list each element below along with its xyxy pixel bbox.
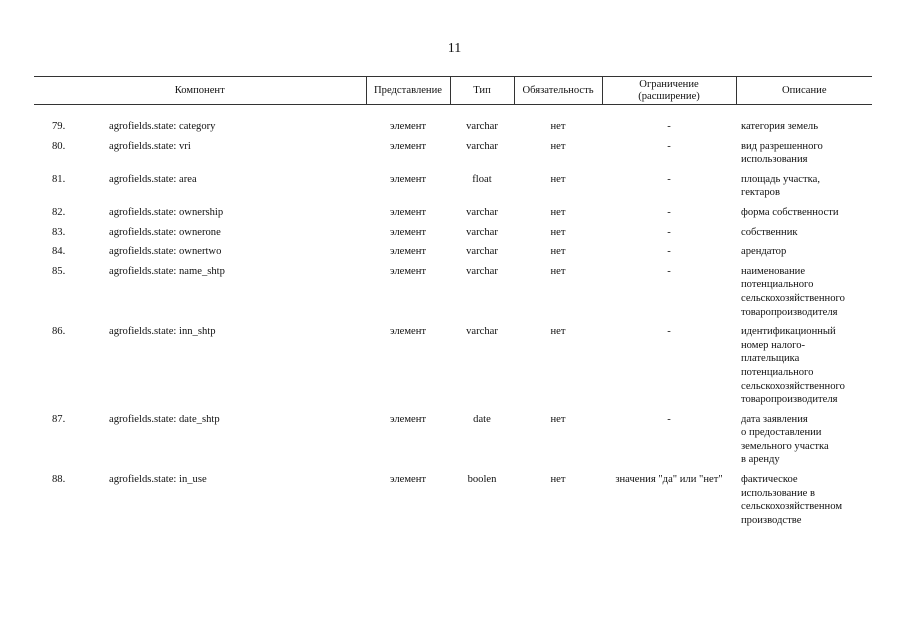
header-representation: Представление [366, 77, 450, 105]
row-mandatory: нет [550, 173, 566, 185]
row-number: 79. [52, 121, 66, 132]
row-type: varchar [466, 121, 498, 132]
component-cell [34, 226, 366, 246]
row-component: agrofields.state: ownertwo [109, 246, 222, 258]
row-representation: элемент [389, 246, 427, 258]
table-row [34, 265, 872, 325]
header-mandatory: Обязательность [514, 77, 602, 105]
component-cell [34, 473, 366, 533]
row-component: agrofields.state: inn_shtp [109, 326, 216, 338]
row-number: 87. [52, 413, 66, 425]
row-type: varchar [466, 246, 498, 258]
row-description: арендатор [741, 246, 787, 258]
component-cell [34, 206, 366, 226]
component-cell [34, 105, 366, 140]
header-description: Описание [736, 77, 872, 105]
row-type: varchar [466, 140, 498, 152]
row-mandatory: нет [550, 246, 566, 258]
row-constraint: значения "да" или "нет" [615, 474, 723, 486]
header-constraint-line2: (расширение) [638, 90, 700, 102]
component-cell [34, 325, 366, 413]
table-row [34, 140, 872, 173]
row-description: наименование потенциального сельскохозяйственного товаропроизводителя [741, 265, 845, 318]
row-type: boolen [467, 474, 497, 486]
row-constraint: - [667, 246, 671, 258]
row-mandatory: нет [550, 206, 566, 218]
row-type: varchar [466, 265, 498, 277]
row-mandatory: нет [550, 326, 566, 338]
row-constraint: - [667, 265, 671, 277]
row-mandatory: нет [550, 413, 566, 425]
table-row [34, 226, 872, 246]
row-representation: элемент [389, 265, 427, 277]
row-constraint: - [667, 140, 671, 152]
row-description: форма собственности [741, 206, 839, 218]
row-number: 82. [52, 206, 66, 218]
row-description: фактическое использование в сельскохозяйственном производстве [741, 474, 843, 526]
row-description: дата заявления о предоставлении земельного участка в аренду [741, 413, 829, 466]
row-component: agrofields.state: name_shtp [109, 265, 225, 277]
row-type: varchar [466, 206, 498, 218]
row-representation: элемент [389, 206, 427, 218]
row-component: agrofields.state: in_use [109, 474, 207, 486]
row-constraint: - [667, 326, 671, 338]
component-cell [34, 413, 366, 473]
row-type: date [473, 413, 491, 425]
row-description: вид разрешенного использования [741, 140, 823, 166]
component-cell [34, 140, 366, 173]
table-row [34, 473, 872, 533]
row-constraint: - [667, 413, 671, 425]
row-constraint: - [667, 173, 671, 185]
table-row [34, 105, 872, 140]
component-cell [34, 245, 366, 265]
components-table [34, 76, 872, 533]
row-description: категория земель [741, 121, 819, 132]
row-component: agrofields.state: area [109, 173, 197, 185]
row-description: собственник [741, 226, 798, 238]
row-number: 83. [52, 226, 66, 238]
row-number: 81. [52, 173, 66, 185]
row-description: идентификационный номер налого- плательщика потенциального сельскохозяйственного товаропроизводителя [741, 326, 845, 406]
row-type: varchar [466, 326, 498, 338]
table-row [34, 206, 872, 226]
row-constraint: - [667, 121, 671, 132]
row-mandatory: нет [550, 121, 566, 132]
row-number: 85. [52, 265, 66, 277]
row-number: 84. [52, 246, 66, 258]
page-number: 11 [447, 41, 462, 56]
row-type: float [472, 173, 492, 185]
row-mandatory: нет [550, 226, 566, 238]
row-component: agrofields.state: ownership [109, 206, 224, 218]
row-component: agrofields.state: category [109, 121, 216, 132]
row-constraint: - [667, 226, 671, 238]
row-representation: элемент [389, 140, 427, 152]
row-representation: элемент [389, 121, 427, 132]
row-representation: элемент [389, 173, 427, 185]
component-cell [34, 265, 366, 325]
row-description: площадь участка, гектаров [741, 173, 820, 199]
table-row [34, 325, 872, 413]
header-component: Компонент [34, 77, 366, 105]
row-representation: элемент [389, 474, 427, 486]
row-constraint: - [667, 206, 671, 218]
component-cell [34, 173, 366, 206]
header-type: Тип [450, 77, 514, 105]
row-number: 88. [52, 474, 66, 486]
table-row [34, 413, 872, 473]
header-constraint [602, 77, 736, 105]
table-header-row [34, 77, 872, 105]
table-row [34, 245, 872, 265]
row-component: agrofields.state: vri [109, 140, 191, 152]
row-number: 86. [52, 326, 66, 338]
header-constraint-line1: Ограничение [639, 78, 699, 90]
row-component: agrofields.state: date_shtp [109, 413, 220, 425]
row-representation: элемент [389, 413, 427, 425]
row-component: agrofields.state: ownerone [109, 226, 221, 238]
row-type: varchar [466, 226, 498, 238]
row-representation: элемент [389, 326, 427, 338]
row-mandatory: нет [550, 140, 566, 152]
table-row [34, 173, 872, 206]
row-mandatory: нет [550, 474, 566, 486]
row-representation: элемент [389, 226, 427, 238]
row-number: 80. [52, 140, 66, 152]
row-mandatory: нет [550, 265, 566, 277]
